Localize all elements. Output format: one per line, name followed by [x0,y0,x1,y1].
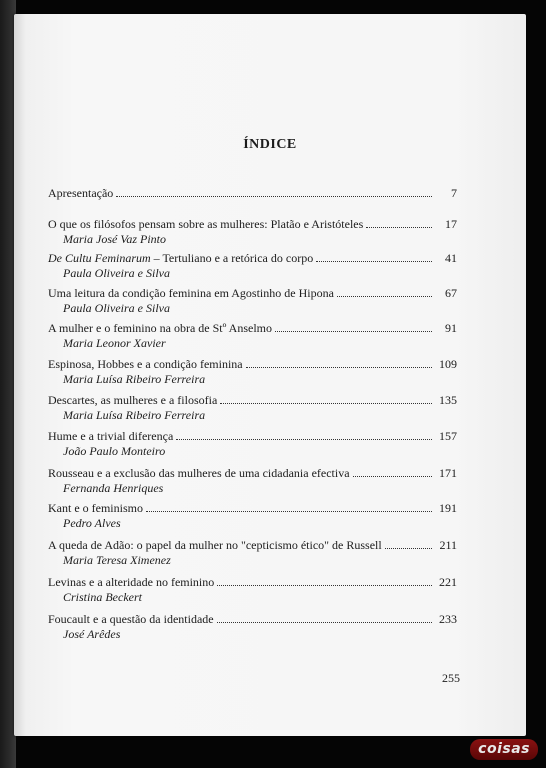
dot-leader [337,296,432,297]
dot-leader [316,261,432,262]
entry-title: Levinas e a alteridade no feminino [48,575,215,589]
entry-author: Maria Luísa Ribeiro Ferreira [63,372,206,386]
watermark-logo: coisas [470,739,538,760]
dot-leader [146,511,432,512]
toc-entry [48,321,457,351]
dot-leader [275,331,432,332]
entry-title: Rousseau e a exclusão das mulheres de uma cidadania efectiva [48,466,350,480]
entry-author: Pedro Alves [63,516,121,530]
entry-page-number: 233 [439,612,457,626]
entry-page-number: 17 [445,217,457,231]
entry-title: Hume e a trivial diferença [48,429,174,443]
entry-author: Paula Oliveira e Silva [63,266,170,280]
index-title: ÍNDICE [243,137,297,152]
toc-entry [48,501,457,531]
entry-title: Uma leitura da condição feminina em Agostinho de Hipona [48,286,334,300]
toc-entry [48,612,457,642]
entry-author: Cristina Beckert [63,590,142,604]
entry-page-number: 191 [439,501,457,515]
entry-page-number: 41 [445,251,457,265]
entry-title: Descartes, as mulheres e a filosofia [48,393,218,407]
entry-author: Maria Leonor Xavier [63,336,166,350]
entry-title: Apresentação [48,186,114,200]
entry-page-number: 91 [445,321,457,335]
entry-page-number: 221 [439,575,457,589]
entry-title: O que os filósofos pensam sobre as mulheres: Platão e Aristóteles [48,217,364,231]
toc-entry [48,393,457,423]
entry-page-number: 7 [451,186,457,200]
toc-entry [48,538,457,568]
dot-leader [385,548,432,549]
dot-leader [217,585,432,586]
entry-page-number: 67 [445,286,457,300]
entry-author: Maria Luísa Ribeiro Ferreira [63,408,206,422]
dot-leader [217,622,432,623]
toc-entry [48,357,457,387]
toc-entry [48,251,457,281]
entry-title: Foucault e a questão da identidade [48,612,214,626]
entry-author: José Arêdes [63,627,121,641]
entry-page-number: 135 [439,393,457,407]
toc-entry [48,286,457,316]
dot-leader [353,476,432,477]
page-number: 255 [442,671,460,685]
entry-author: Maria José Vaz Pinto [63,232,166,246]
dot-leader [220,403,432,404]
toc-entry [48,217,457,247]
entry-page-number: 157 [439,429,457,443]
entry-page-number: 171 [439,466,457,480]
toc-entry [48,186,457,201]
entry-author: Fernanda Henriques [63,481,164,495]
entry-author: Paula Oliveira e Silva [63,301,170,315]
book-page [14,14,526,736]
entry-author: Maria Teresa Ximenez [63,553,171,567]
dot-leader [176,439,432,440]
dot-leader [116,196,432,197]
entry-page-number: 109 [439,357,457,371]
entry-page-number: 211 [439,538,457,552]
toc-entry [48,429,457,459]
entry-title [48,251,313,266]
entry-title-italic: De Cultu Feminarum [48,251,151,265]
entry-author: João Paulo Monteiro [63,444,166,458]
dot-leader [246,367,432,368]
dot-leader [366,227,432,228]
toc-entry [48,466,457,496]
toc-entry [48,575,457,605]
entry-title: Espinosa, Hobbes e a condição feminina [48,357,243,371]
entry-title: A mulher e o feminino na obra de Stº Anselmo [48,321,273,335]
entry-title: Kant e o feminismo [48,501,143,515]
entry-title: A queda de Adão: o papel da mulher no "cepticismo ético" de Russell [48,538,382,552]
entry-title-rest: – Tertuliano e a retórica do corpo [150,251,314,265]
